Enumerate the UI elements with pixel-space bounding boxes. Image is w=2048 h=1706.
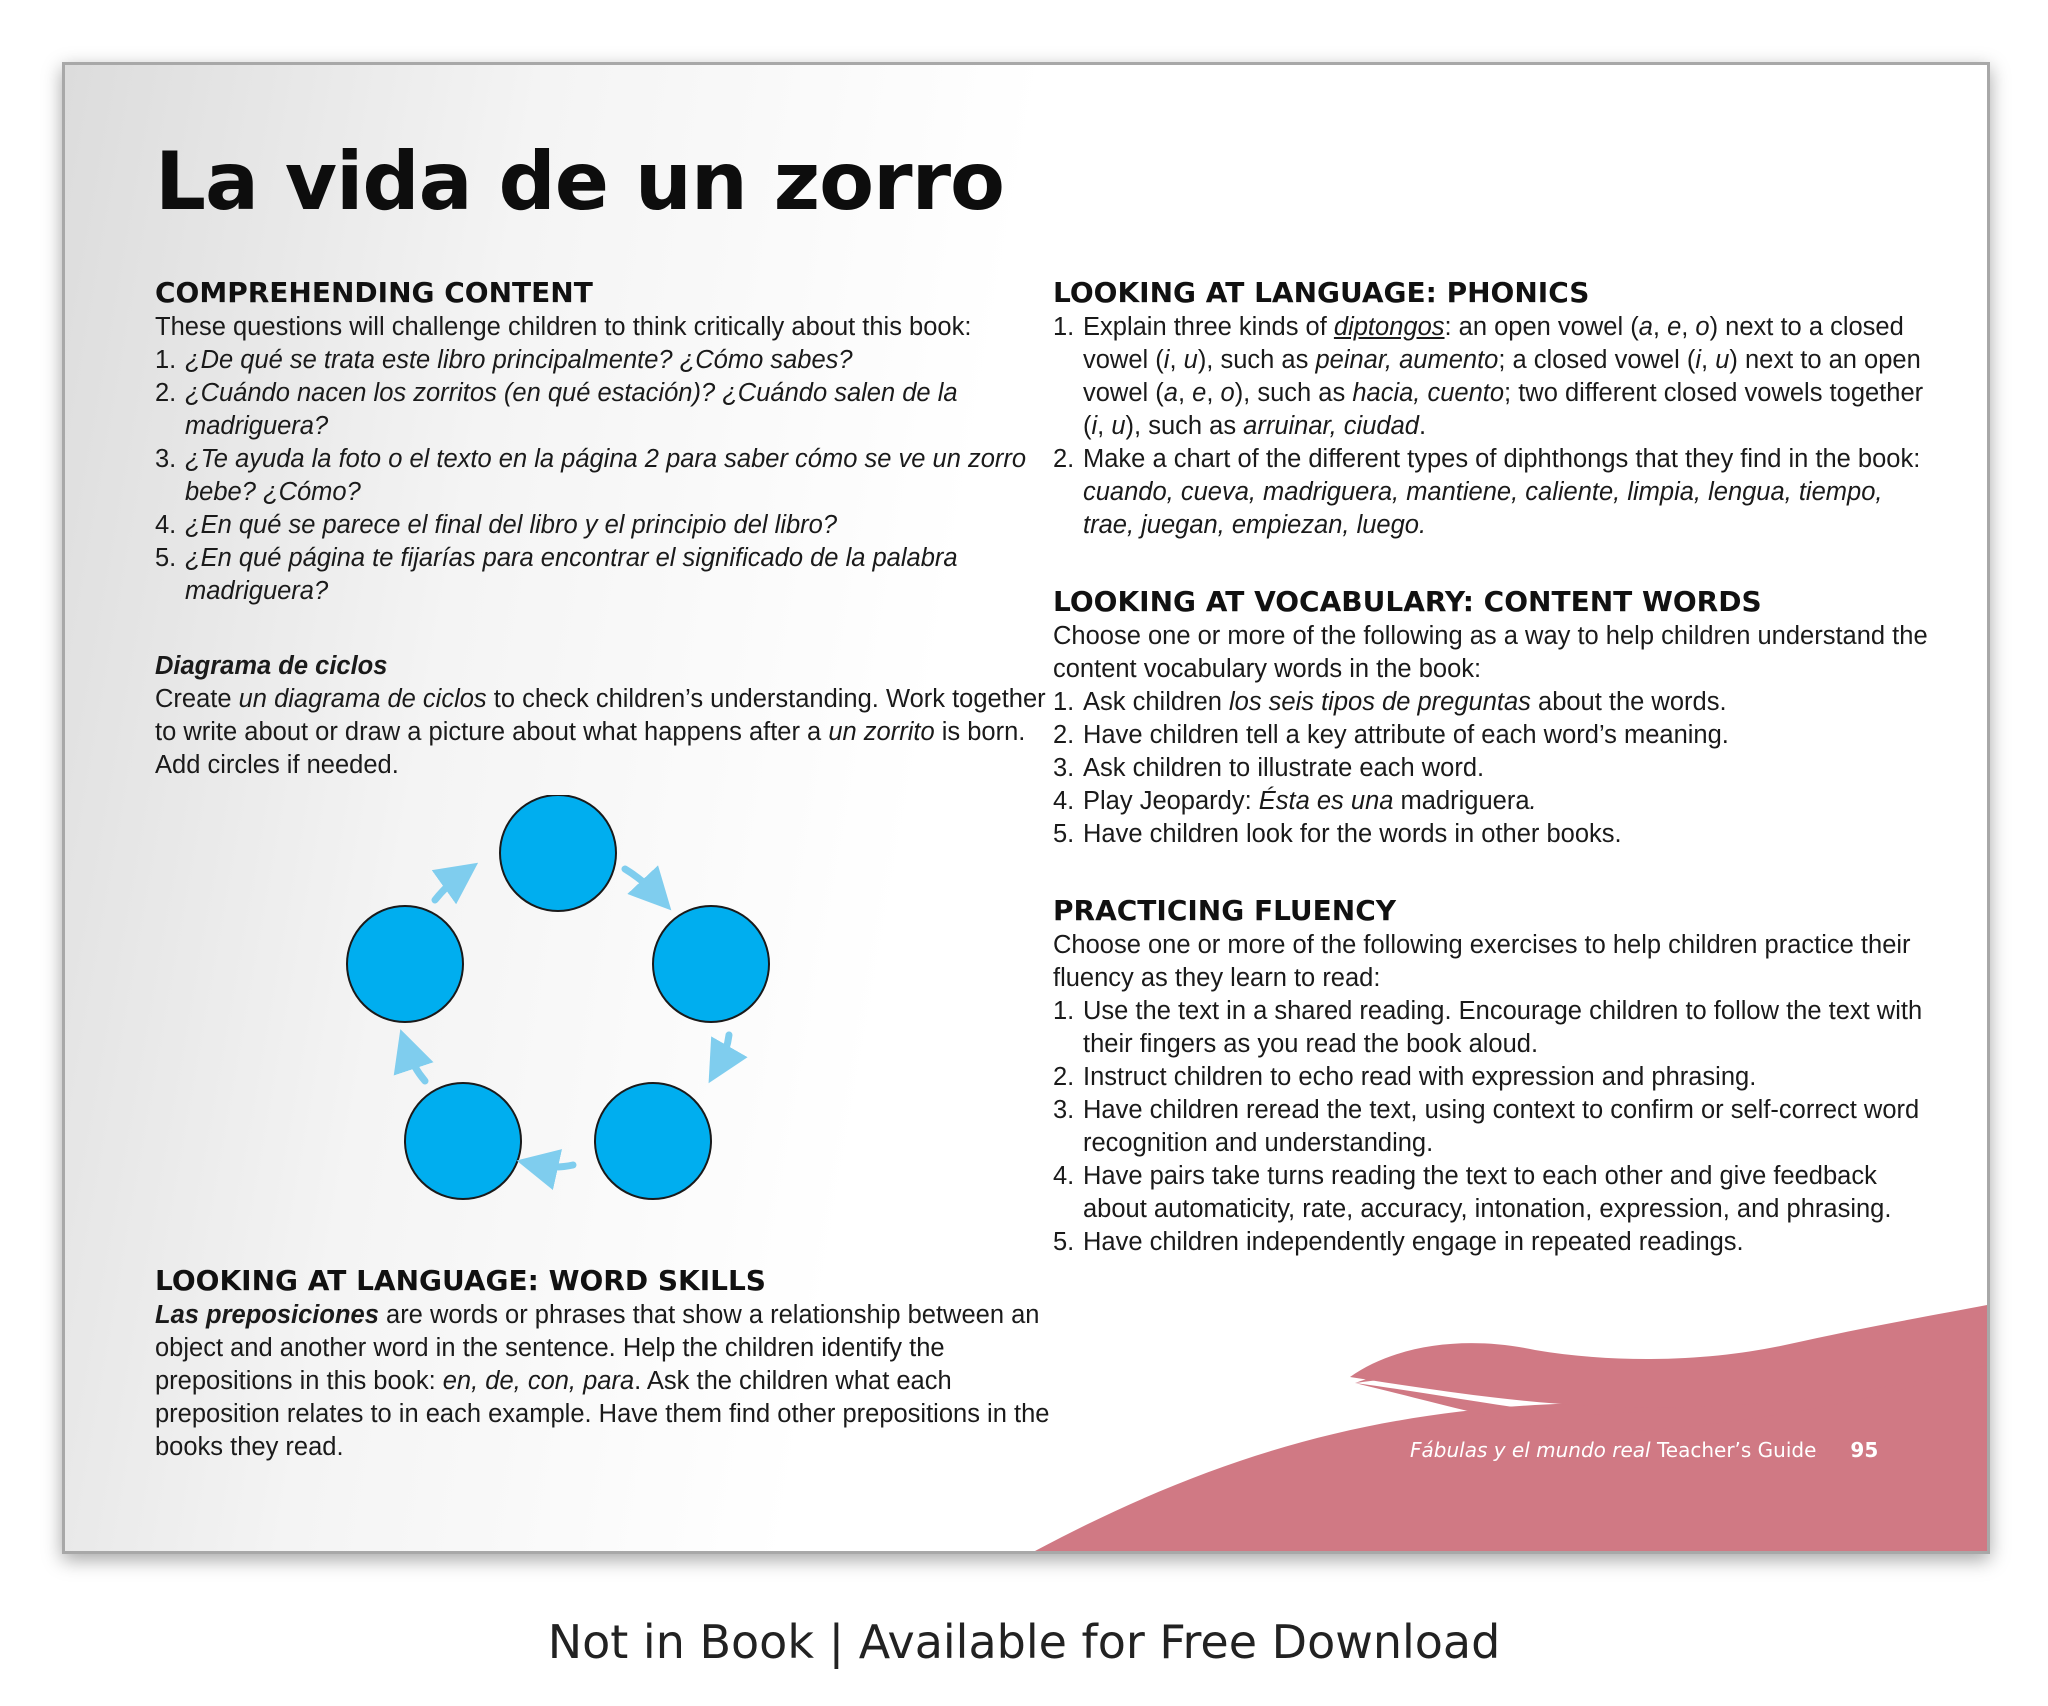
comprehending-heading: COMPREHENDING CONTENT <box>155 276 593 309</box>
fluency-intro: Choose one or more of the following exercises to help children practice their fluency as they learn to read: <box>1053 931 1911 992</box>
fluency-heading: PRACTICING FLUENCY <box>1053 894 1397 927</box>
list-item: 3. Ask children to illustrate each word. <box>1053 754 1485 782</box>
fluency-list <box>1053 995 1933 1259</box>
cycle-arrow <box>719 1035 729 1065</box>
diagram-instructions: Create un diagrama de ciclos to check children’s understanding. Work together to write about or draw a picture about what happens after a un zorrito is born. Add circles if needed. <box>155 685 1046 779</box>
cycle-circle-right <box>653 906 769 1022</box>
vocabulary-intro: Choose one or more of the following as a way to help children understand the content vocabulary words in the book: <box>1053 622 1928 683</box>
comprehending-intro: These questions will challenge children to think critically about this book: <box>155 313 972 341</box>
list-item: 2. Instruct children to echo read with expression and phrasing. <box>1053 1063 1757 1091</box>
word-skills-body: Las preposiciones are words or phrases that show a relationship between an object and another word in the sentence. Help the children identify the prepositions in this book: en, de, con, para. Ask the children what each preposition relates to in each example. Have them find other prepositions in the books they read. <box>155 1301 1050 1461</box>
cycle-diagram <box>333 795 783 1225</box>
list-item: 1. Use the text in a shared reading. Encourage children to follow the text with their fingers as you read the book aloud. <box>1053 997 1923 1058</box>
list-item: 4. Have pairs take turns reading the text to each other and give feedback about automaticity, rate, accuracy, intonation, expression, and phrasing. <box>1053 1162 1892 1223</box>
phonics-heading: LOOKING AT LANGUAGE: PHONICS <box>1053 276 1590 309</box>
vocabulary-heading: LOOKING AT VOCABULARY: CONTENT WORDS <box>1053 585 1762 618</box>
left-column <box>155 275 1055 782</box>
download-caption: Not in Book | Available for Free Download <box>547 1615 1501 1669</box>
cycle-arrow <box>435 875 461 900</box>
list-item: 4. Play Jeopardy: Ésta es una madriguera. <box>1053 787 1537 815</box>
list-item: 2. ¿Cuándo nacen los zorritos (en qué estación)? ¿Cuándo salen de la madriguera? <box>155 379 958 440</box>
list-item: 3. Have children reread the text, using context to confirm or self-correct word recognition and understanding. <box>1053 1096 1920 1157</box>
page-title: La vida de un zorro <box>155 135 1005 228</box>
cycle-arrow <box>625 869 657 895</box>
phonics-list <box>1053 311 1933 542</box>
cycle-arrow <box>407 1049 425 1081</box>
list-item: 5. Have children independently engage in repeated readings. <box>1053 1228 1744 1256</box>
word-skills-section <box>155 1263 1055 1464</box>
cycle-circle-bottom-left <box>405 1083 521 1199</box>
list-item: 5. Have children look for the words in other books. <box>1053 820 1622 848</box>
list-item: 1. Ask children los seis tipos de preguntas about the words. <box>1053 688 1727 716</box>
page-number: 95 <box>1850 1438 1879 1462</box>
page-footer <box>1410 1438 1878 1462</box>
cycle-arrow <box>537 1165 573 1167</box>
right-column <box>1053 275 1933 1259</box>
diagram-heading: Diagrama de ciclos <box>155 652 388 680</box>
word-skills-heading: LOOKING AT LANGUAGE: WORD SKILLS <box>155 1264 766 1297</box>
list-item: 5. ¿En qué página te fijarías para encontrar el significado de la palabra madriguera? <box>155 544 958 605</box>
cycle-circle-top <box>500 795 616 911</box>
list-item: 1. ¿De qué se trata este libro principalmente? ¿Cómo sabes? <box>155 346 853 374</box>
list-item: 1. Explain three kinds of diptongos: an open vowel (a, e, o) next to a closed vowel (i, u), such as peinar, aumento; a closed vowel (i, u) next to an open vowel (a, e, o), such as hacia, cuento; two different closed vowels together (i, u), such as arruinar, ciudad. <box>1053 313 1924 440</box>
list-item: 3. ¿Te ayuda la foto o el texto en la página 2 para saber cómo se ve un zorro bebe? ¿Cómo? <box>155 445 1027 506</box>
cycle-circle-bottom-right <box>595 1083 711 1199</box>
list-item: 2. Make a chart of the different types of diphthongs that they find in the book: cuando, cueva, madriguera, mantiene, caliente, limpia, lengua, tiempo, trae, juegan, empiezan, luego. <box>1053 445 1921 539</box>
comprehension-question-list <box>155 344 1055 608</box>
footer-guide-label: Teacher’s Guide <box>1650 1438 1817 1462</box>
list-item: 4. ¿En qué se parece el final del libro y el principio del libro? <box>155 511 838 539</box>
footer-book-title: Fábulas y el mundo real <box>1410 1438 1651 1462</box>
cycle-circle-left <box>347 906 463 1022</box>
list-item: 2. Have children tell a key attribute of each word’s meaning. <box>1053 721 1729 749</box>
guide-page <box>62 62 1990 1554</box>
vocabulary-list <box>1053 686 1933 851</box>
